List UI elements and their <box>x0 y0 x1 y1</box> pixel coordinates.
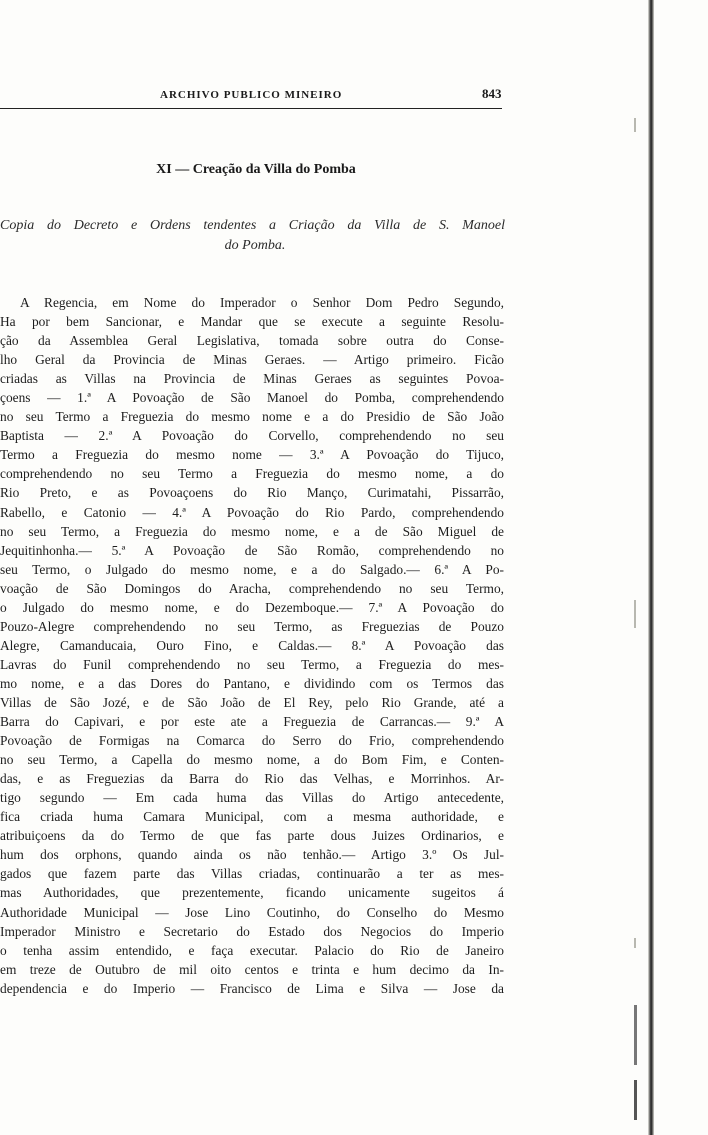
body-line: Jequitinhonha.— 5.ª A Povoação de São Romão, comprehendendo no <box>0 542 504 558</box>
body-line: no seu Termo, a Freguezia do mesmo nome, e a de São Miguel de <box>0 523 504 539</box>
page-number: 843 <box>482 86 502 101</box>
body-line: Baptista — 2.ª A Povoação do Corvello, comprehendendo no seu <box>0 428 504 444</box>
document-subtitle <box>0 216 510 256</box>
body-line: fica criada huma Camara Municipal, com a mesma authoridade, e <box>0 809 504 825</box>
body-line: criadas as Villas na Provincia de Minas Geraes as seguintes Povoa- <box>0 371 504 387</box>
body-line: dependencia e do Imperio — Francisco de Lima e Silva — Jose da <box>0 980 504 996</box>
body-line: voação de São Domingos do Aracha, comprehendendo no seu Termo, <box>0 580 504 596</box>
body-line: lho Geral da Provincia de Minas Geraes. — Artigo primeiro. Ficão <box>0 352 504 368</box>
scan-mark <box>634 1005 637 1065</box>
book-binding-edge <box>648 0 654 1135</box>
body-line: mas Authoridades, que prezentemente, ficando unicamente sugeitos á <box>0 885 504 901</box>
body-line: tigo segundo — Em cada huma das Villas do Artigo antecedente, <box>0 790 504 806</box>
body-paragraph <box>0 293 504 998</box>
body-line: Lavras do Funil comprehendendo no seu Termo, a Freguezia do mes- <box>0 656 504 672</box>
running-header-title: ARCHIVO PUBLICO MINEIRO <box>160 89 343 101</box>
header-rule <box>0 108 502 109</box>
body-line: seu Termo, o Julgado do mesmo nome, e a do Salgado.— 6.ª A Po- <box>0 561 504 577</box>
body-line: Alegre, Camanducaia, Ouro Fino, e Caldas.— 8.ª A Povoação das <box>0 637 504 653</box>
section-title <box>0 162 510 178</box>
body-line: Rio Preto, e as Povoaçoens do Rio Manço, Curimatahi, Pissarrão, <box>0 485 504 501</box>
body-line: Imperador Ministro e Secretario do Estado dos Negocios do Imperio <box>0 923 504 939</box>
body-line: Termo a Freguezia do mesmo nome — 3.ª A Povoação do Tijuco, <box>0 447 504 463</box>
body-line: mo nome, e a das Dores do Pantano, e dividindo com os Termos das <box>0 675 504 691</box>
body-line: Villas de São Jozé, e de São João de El Rey, pelo Rio Grande, até a <box>0 694 504 710</box>
scan-mark <box>634 118 636 132</box>
body-line: em treze de Outubro de mil oito centos e trinta e hum decimo da In- <box>0 961 504 977</box>
body-line: Povoação de Formigas na Comarca do Serro do Frio, comprehendendo <box>0 733 504 749</box>
subtitle-line-1: Copia do Decreto e Ordens tendentes a Criação da Villa de S. Manoel <box>0 218 505 233</box>
body-line: hum dos orphons, quando ainda os não tenhão.— Artigo 3.º Os Jul- <box>0 847 504 863</box>
scan-mark <box>634 938 636 948</box>
body-line: Authoridade Municipal — Jose Lino Coutinho, do Conselho do Mesmo <box>0 904 504 920</box>
body-line: no seu Termo a Freguezia do mesmo nome e a do Presidio de São João <box>0 409 504 425</box>
body-line: Ha por bem Sancionar, e Mandar que se execute a seguinte Resolu- <box>0 314 504 330</box>
section-title-text: XI — Creação da Villa do Pomba <box>156 162 356 177</box>
body-line: atribuiçoens da do Termo de que fas parte dous Juizes Ordinarios, e <box>0 828 504 844</box>
body-line: no seu Termo, a Capella do mesmo nome, a do Bom Fim, e Conten- <box>0 752 504 768</box>
scan-mark <box>634 600 636 628</box>
body-line: gados que fazem parte das Villas criadas, continuarão a ter as mes- <box>0 866 504 882</box>
scan-mark <box>634 1080 637 1120</box>
body-line: ção da Assemblea Geral Legislativa, tomada sobre outra do Conse- <box>0 333 504 349</box>
body-line: das, e as Freguezias da Barra do Rio das Velhas, e Morrinhos. Ar- <box>0 771 504 787</box>
body-line: A Regencia, em Nome do Imperador o Senhor Dom Pedro Segundo, <box>20 295 504 310</box>
body-line: Pouzo-Alegre comprehendendo no seu Termo, as Freguezias de Pouzo <box>0 618 504 634</box>
body-line: comprehendendo no seu Termo a Freguezia do mesmo nome, a do <box>0 466 504 482</box>
body-line: o Julgado do mesmo nome, e do Dezemboque.— 7.ª A Povoação do <box>0 599 504 615</box>
running-header <box>0 86 520 104</box>
body-line: Rabello, e Catonio — 4.ª A Povoação do Rio Pardo, comprehendendo <box>0 504 504 520</box>
body-line: çoens — 1.ª A Povoação de São Manoel do Pomba, comprehendendo <box>0 390 504 406</box>
body-line: Barra do Capivari, e por este ate a Freguezia de Carrancas.— 9.ª A <box>0 714 504 730</box>
body-line: o tenha assim entendido, e faça executar. Palacio do Rio de Janeiro <box>0 942 504 958</box>
subtitle-line-2: do Pomba. <box>224 238 286 253</box>
